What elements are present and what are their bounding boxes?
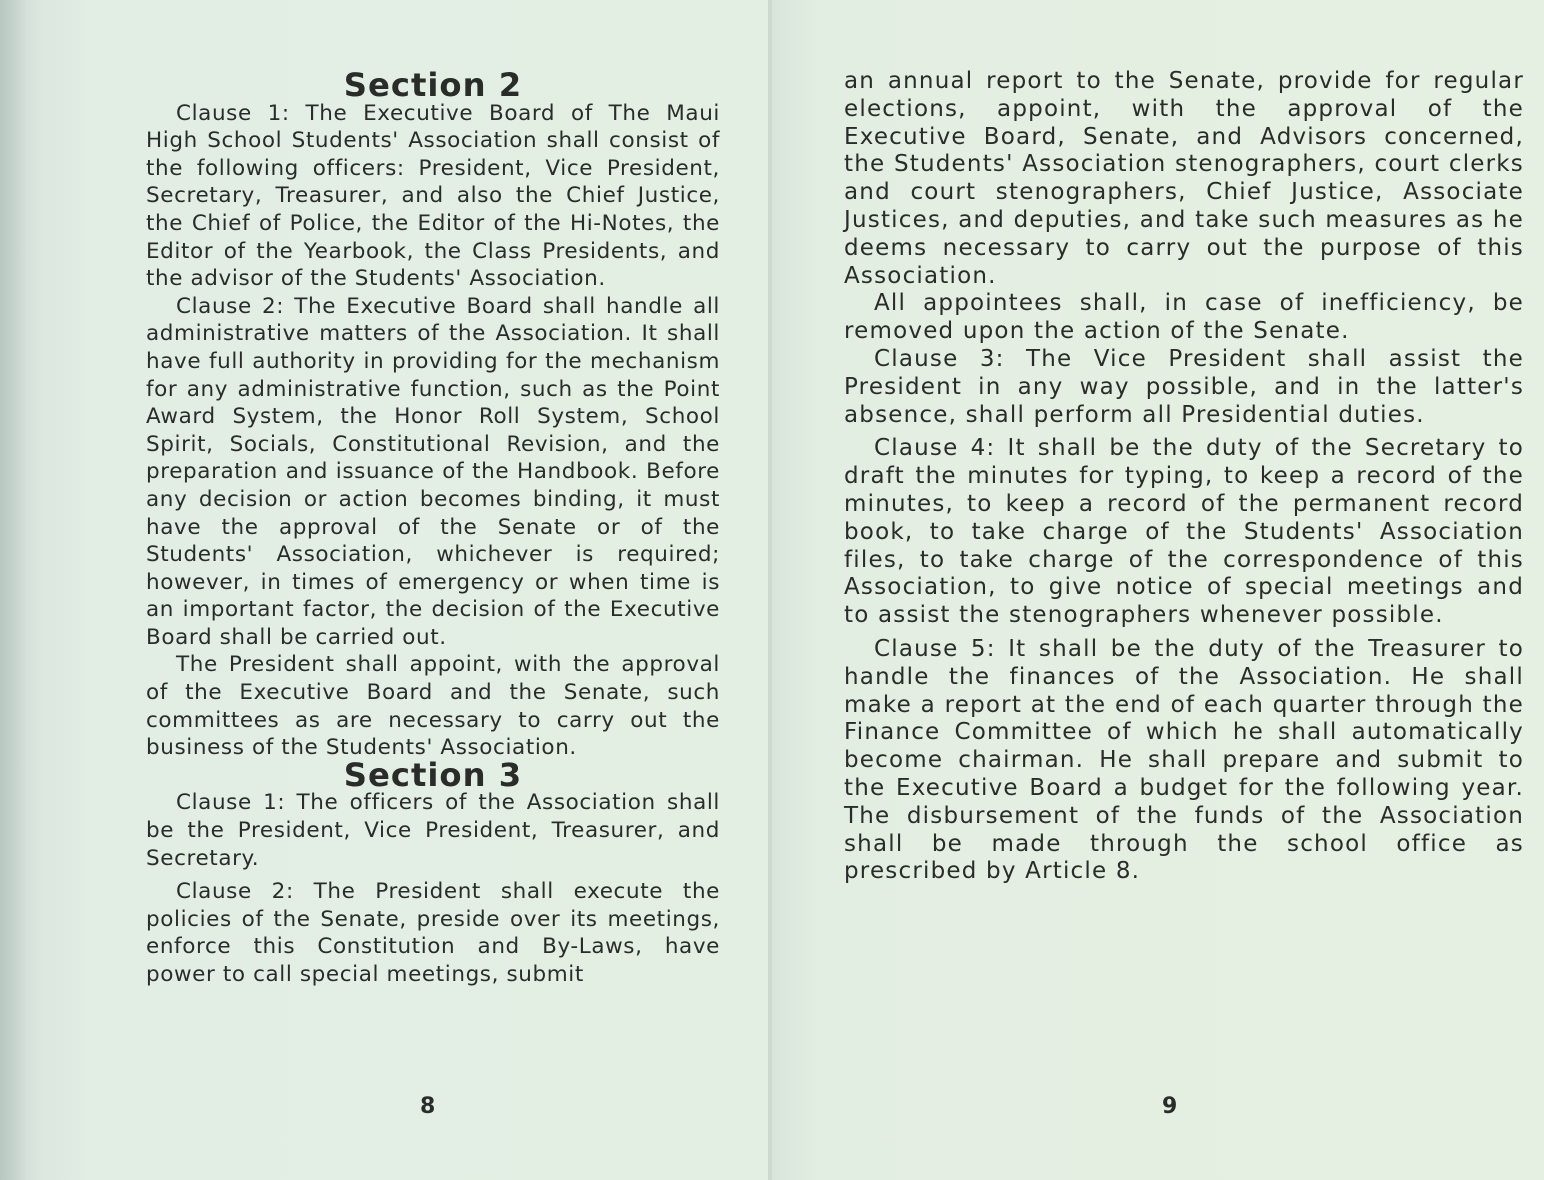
page-number: 8 [420,1094,436,1119]
clause-paragraph: Clause 2: The Executive Board shall handle all administrative matters of the Association. It shall have full authority in providing for the mechanism for any administrative function, such as the Point Award System, the Honor Roll System, School Spirit, Socials, Constitutional Revision, and the preparation and issuance of the Handbook. Before any decision or action becomes binding, it must have the approval of the Senate or of the Students' Association, whichever is required; however, in times of emergency or when time is an important factor, the decision of the Executive Board shall be carried out. [146,293,720,650]
left-page [0,0,770,1180]
clause-paragraph: Clause 3: The Vice President shall assist the President in any way possible, and in the latter's absence, shall perform all Presidential duties. [844,345,1524,428]
page-number: 9 [1162,1094,1178,1119]
clause-paragraph: Clause 2: The President shall execute the policies of the Senate, preside over its meetings, enforce this Constitution and By-Laws, have power to call special meetings, submit [146,879,720,987]
clause-paragraph: Clause 1: The officers of the Association shall be the President, Vice President, Treasurer, and Secretary. [146,790,720,871]
left-page-text [146,66,720,989]
paragraph: The President shall appoint, with the approval of the Executive Board and the Senate, such committees as are necessary to carry out the business of the Students' Association. [146,652,720,761]
section-heading: Section 2 [343,66,523,104]
right-page [770,0,1544,1180]
clause-paragraph: Clause 4: It shall be the duty of the Secretary to draft the minutes for typing, to keep a record of the minutes, to keep a record of the permanent record book, to take charge of the Students' Association files, to take charge of the correspondence of this Association, to give notice of special meetings and to assist the stenographers whenever possible. [844,435,1524,629]
clause-paragraph: Clause 1: The Executive Board of The Maui High School Students' Association shall consist of the following officers: President, Vice President, Secretary, Treasurer, and also the Chief Justice, the Chief of Police, the Editor of the Hi-Notes, the Editor of the Yearbook, the Class Presidents, and the advisor of the Students' Association. [146,100,720,292]
book-gutter [768,0,772,1180]
clause-paragraph: Clause 5: It shall be the duty of the Treasurer to handle the finances of the Association. He shall make a report at the end of each quarter through the Finance Committee of which he shall automatically become chairman. He shall prepare and submit to the Executive Board a budget for the following year. The disbursement of the funds of the Association shall be made through the school office as prescribed by Article 8. [844,635,1524,885]
paragraph: All appointees shall, in case of inefficiency, be removed upon the action of the Senate. [844,290,1524,345]
page-edge-shadow [0,0,26,1180]
right-page-text [844,68,1524,886]
section-heading: Section 3 [343,755,523,794]
paragraph: an annual report to the Senate, provide for regular elections, appoint, with the approval of the Executive Board, Senate, and Advisors concerned, the Students' Association stenographers, court clerks and court stenographers, Chief Justice, Associate Justices, and deputies, and take such measures as he deems necessary to carry out the purpose of this Association. [844,68,1524,289]
